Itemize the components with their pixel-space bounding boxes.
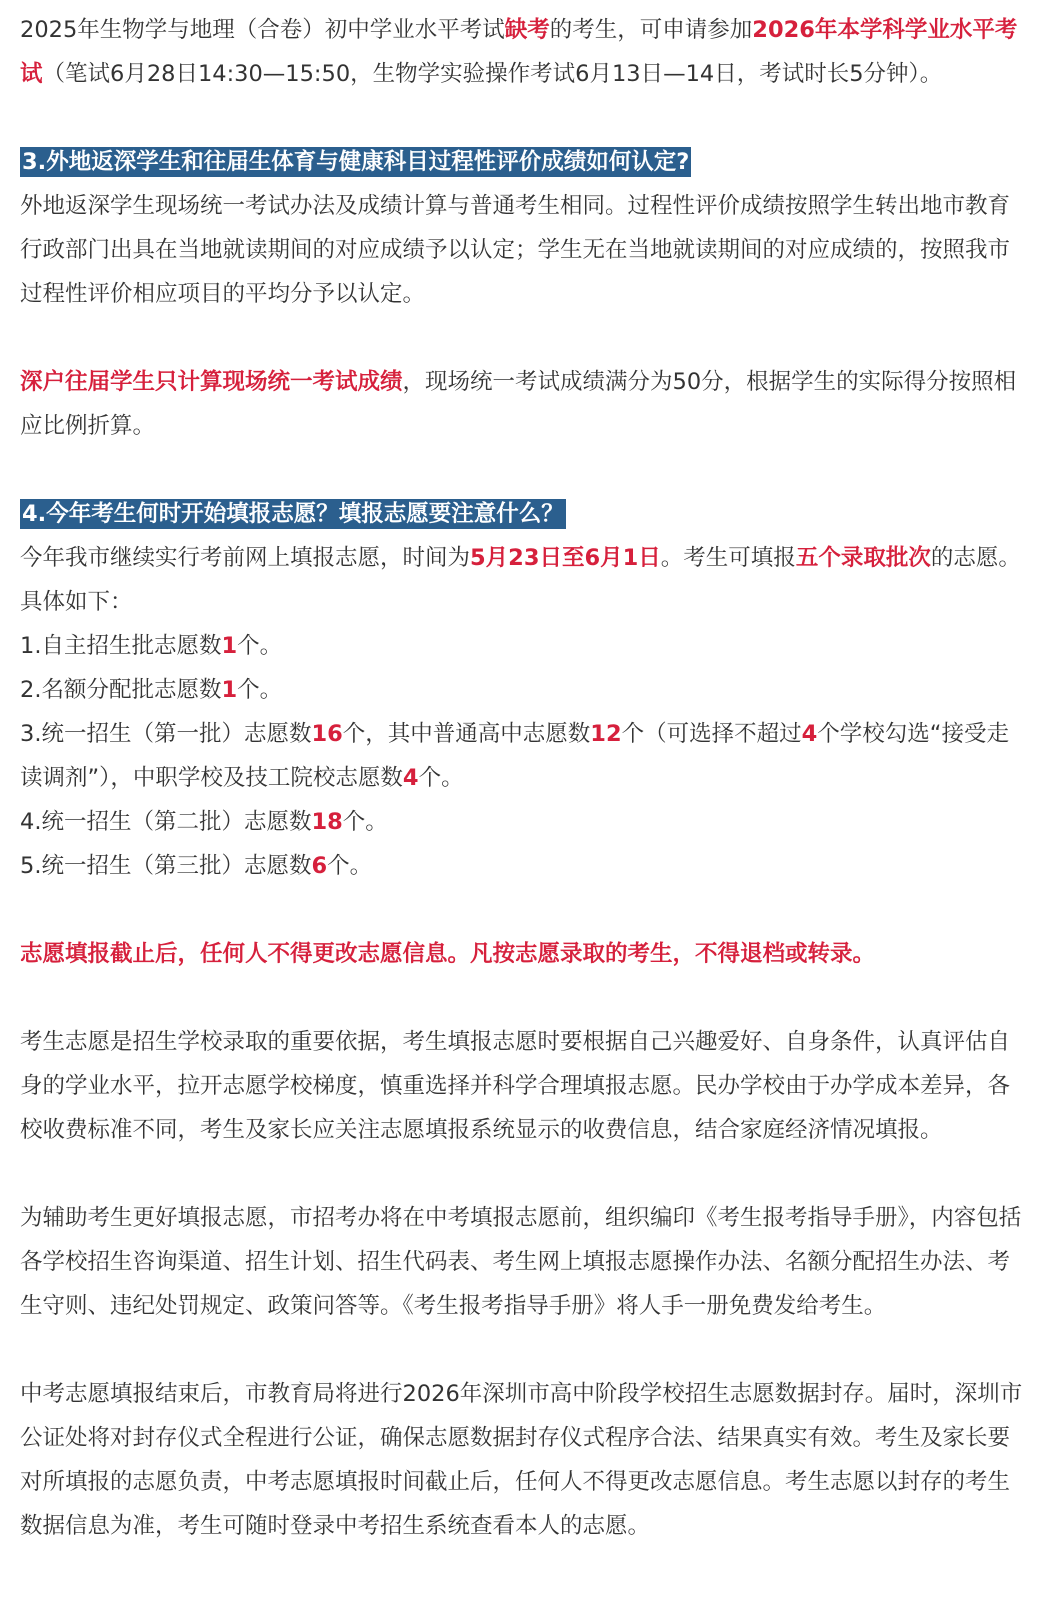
text: ，现场统一考试成绩满分为50分，根据学生的实际得分按照相应比例折算。 (20, 369, 1017, 439)
emphasis-number: 16 (311, 721, 343, 747)
paragraph-volunteer-basis: 考生志愿是招生学校录取的重要依据，考生填报志愿时要根据自己兴趣爱好、自身条件，认真评估自身的学业水平，拉开志愿学校梯度，慎重选择并科学合理填报志愿。民办学校由于办学成本差异，各校收费标准不同，考生及家长应关注志愿填报系统显示的收费信息，结合家庭经济情况填报。 (20, 1029, 1011, 1143)
list-item (20, 800, 1030, 844)
text: 2.名额分配批志愿数 (20, 677, 222, 703)
emphasis-number: 4 (801, 721, 818, 747)
paragraph-guide-handbook: 为辅助考生更好填报志愿，市招考办将在中考填报志愿前，组织编印《考生报考指导手册》，内容包括各学校招生咨询渠道、招生计划、招生代码表、考生网上填报志愿操作办法、名额分配招生办法、考生守则、违纪处罚规定、政策问答等。《考生报考指导手册》将人手一册免费发给考生。 (20, 1205, 1022, 1319)
emphasis-number: 1 (221, 633, 238, 659)
text: 个。 (342, 809, 388, 835)
text: 的考生，可申请参加 (549, 17, 753, 43)
emphasis-text: 5月23日至6月1日 (470, 545, 661, 571)
section-3-paragraph-2 (20, 360, 1030, 448)
emphasis-number: 1 (221, 677, 238, 703)
text: 个。 (327, 853, 373, 879)
paragraph-absent-exam (20, 8, 1030, 96)
emphasis-number: 6 (311, 853, 328, 879)
list-item (20, 624, 1030, 668)
text: 3.统一招生（第一批）志愿数 (20, 721, 312, 747)
text: 今年我市继续实行考前网上填报志愿，时间为 (20, 545, 471, 571)
section-4-heading: 4.今年考生何时开始填报志愿？填报志愿要注意什么？ (22, 501, 564, 527)
emphasis-text: 缺考 (504, 17, 550, 43)
paragraph-data-sealing: 中考志愿填报结束后，市教育局将进行2026年深圳市高中阶段学校招生志愿数据封存。届时，深圳市公证处将对封存仪式全程进行公证，确保志愿数据封存仪式程序合法、结果真实有效。考生及家长要对所填报的志愿负责，中考志愿填报时间截止后，任何人不得更改志愿信息。考生志愿以封存的考生数据信息为准，考生可随时登录中考招生系统查看本人的志愿。 (20, 1381, 1023, 1539)
text: 个（可选择不超过 (621, 721, 802, 747)
text: 个学校勾选“接受走读调剂”），中职学校及技工院校志愿数 (20, 721, 1009, 791)
emphasis-number: 12 (590, 721, 622, 747)
section-3-heading: 3.外地返深学生和往届生体育与健康科目过程性评价成绩如何认定? (22, 149, 690, 175)
warning-notice: 志愿填报截止后，任何人不得更改志愿信息。凡按志愿录取的考生，不得退档或转录。 (20, 941, 876, 967)
emphasis-text: 五个录取批次 (795, 545, 931, 571)
emphasis-text: 深户往届学生只计算现场统一考试成绩 (20, 369, 403, 395)
section-3-paragraph-1: 外地返深学生现场统一考试办法及成绩计算与普通考生相同。过程性评价成绩按照学生转出地市教育行政部门出具在当地就读期间的对应成绩予以认定；学生无在当地就读期间的对应成绩的，按照我市过程性评价相应项目的平均分予以认定。 (20, 193, 1011, 307)
text: 。考生可填报 (660, 545, 796, 571)
section-3-heading-row (20, 140, 1030, 184)
text: 2025年生物学与地理（合卷）初中学业水平考试 (20, 17, 505, 43)
text: 4.统一招生（第二批）志愿数 (20, 809, 312, 835)
text: 个。 (237, 677, 283, 703)
text: 5.统一招生（第三批）志愿数 (20, 853, 312, 879)
text: 个。 (418, 765, 464, 791)
list-item (20, 844, 1030, 888)
section-4-heading-row (20, 492, 1030, 536)
text: 个。 (237, 633, 283, 659)
text: 个，其中普通高中志愿数 (342, 721, 591, 747)
text: 1.自主招生批志愿数 (20, 633, 222, 659)
emphasis-number: 4 (402, 765, 419, 791)
text: （笔试6月28日14:30—15:50，生物学实验操作考试6月13日—14日，考试时长5分钟）。 (42, 61, 943, 87)
emphasis-text: 2026年本学科学业水平考试 (20, 17, 1018, 87)
emphasis-number: 18 (311, 809, 343, 835)
section-4-intro (20, 536, 1030, 624)
text: 的志愿。具体如下： (20, 545, 1021, 615)
list-item (20, 668, 1030, 712)
list-item (20, 712, 1030, 800)
